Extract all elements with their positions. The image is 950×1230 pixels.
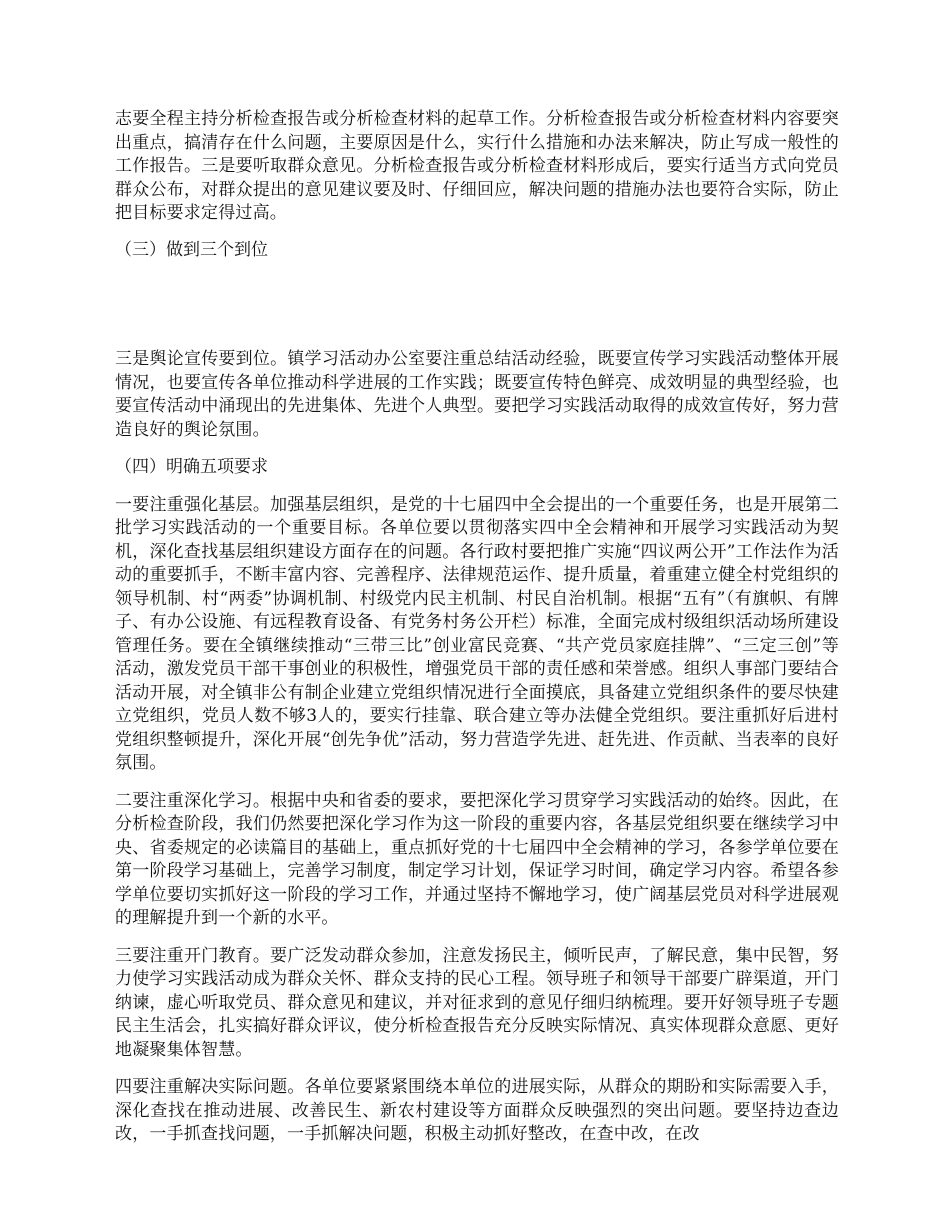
section-heading-three: （三）做到三个到位 xyxy=(115,239,268,260)
paragraph-grassroots: 一要注重强化基层。加强基层组织，是党的十七届四中全会提出的一个重要任务，也是开展第二批学习实践活动的一个重要目标。各单位要以贯彻落实四中全会精神和开展学习实践活动为契机，深化查找基层组织建设方面存在的问题。各行政村要把推广实施“四议两公开”工作法作为活动的重要抓手，不断丰富内容、完善程序、法律规范运作、提升质量，着重建立健全村党组织的领导机制、村“两委”协调机制、村级党内民主机制、村民自治机制。根据“五有”（有旗帜、有牌子、有办公设施、有远程教育设备、有党务村务公开栏）标准，全面完成村级组织活动场所建设管理任务。要在全镇继续推动“三带三比”创业富民竞赛、“共产党员家庭挂牌”、“三定三创”等活动，激发党员干部干事创业的积极性，增强党员干部的责任感和荣誉感。组织人事部门要结合活动开展，对全镇非公有制企业建立党组织情况进行全面摸底，具备建立党组织条件的要尽快建立党组织，党员人数不够3人的，要实行挂靠、联合建立等办法健全党组织。要注重抓好后进村党组织整顿提升，深化开展“创先争优”活动，努力营造学先进、赶先进、作贡献、当表率的良好氛围。 xyxy=(115,494,839,773)
paragraph-solve-problems: 四要注重解决实际问题。各单位要紧紧围绕本单位的进展实际，从群众的期盼和实际需要入手，深化查找在推动进展、改善民生、新农村建设等方面群众反映强烈的突出问题。要坚持边查边改，一手抓查找问题，一手抓解决问题，积极主动抓好整改，在查中改，在改 xyxy=(115,1077,839,1144)
paragraph-analysis-report: 志要全程主持分析检查报告或分析检查材料的起草工作。分析检查报告或分析检查材料内容要突出重点，搞清存在什么问题，主要原因是什么，实行什么措施和办法来解决，防止写成一般性的工作报告。三是要听取群众意见。分析检查报告或分析检查材料形成后，要实行适当方式向党员群众公布，对群众提出的意见建议要及时、仔细回应，解决问题的措施办法也要符合实际，防止把目标要求定得过高。 xyxy=(115,109,839,223)
document-page xyxy=(115,108,839,1147)
paragraph-publicity: 三是舆论宣传要到位。镇学习活动办公室要注重总结活动经验，既要宣传学习实践活动整体开展情况，也要宣传各单位推动科学进展的工作实践；既要宣传特色鲜亮、成效明显的典型经验，也要宣传活动中涌现出的先进集体、先进个人典型。要把学习实践活动取得的成效宣传好，努力营造良好的舆论氛围。 xyxy=(115,349,839,440)
paragraph-open-education: 三要注重开门教育。要广泛发动群众参加，注意发扬民主，倾听民声，了解民意，集中民智，努力使学习实践活动成为群众关怀、群众支持的民心工程。领导班子和领导干部要广辟渠道，开门纳谏，虚心听取党员、群众意见和建议，并对征求到的意见仔细归纳梳理。要开好领导班子专题民主生活会，扎实搞好群众评议，使分析检查报告充分反映实际情况、真实体现群众意愿、更好地凝聚集体智慧。 xyxy=(115,945,839,1060)
paragraph-deepen-study: 二要注重深化学习。根据中央和省委的要求，要把深化学习贯穿学习实践活动的始终。因此，在分析检查阶段，我们仍然要把深化学习作为这一阶段的重要内容，各基层党组织要在继续学习中央、省委规定的必读篇目的基础上，重点抓好党的十七届四中全会精神的学习，各参学单位要在第一阶段学习基础上，完善学习制度，制定学习计划，保证学习时间，确定学习内容。希望各参学单位要切实抓好这一阶段的学习工作，并通过坚持不懈地学习，使广阔基层党员对科学进展观的理解提升到一个新的水平。 xyxy=(115,790,839,928)
section-heading-four: （四）明确五项要求 xyxy=(115,457,268,477)
